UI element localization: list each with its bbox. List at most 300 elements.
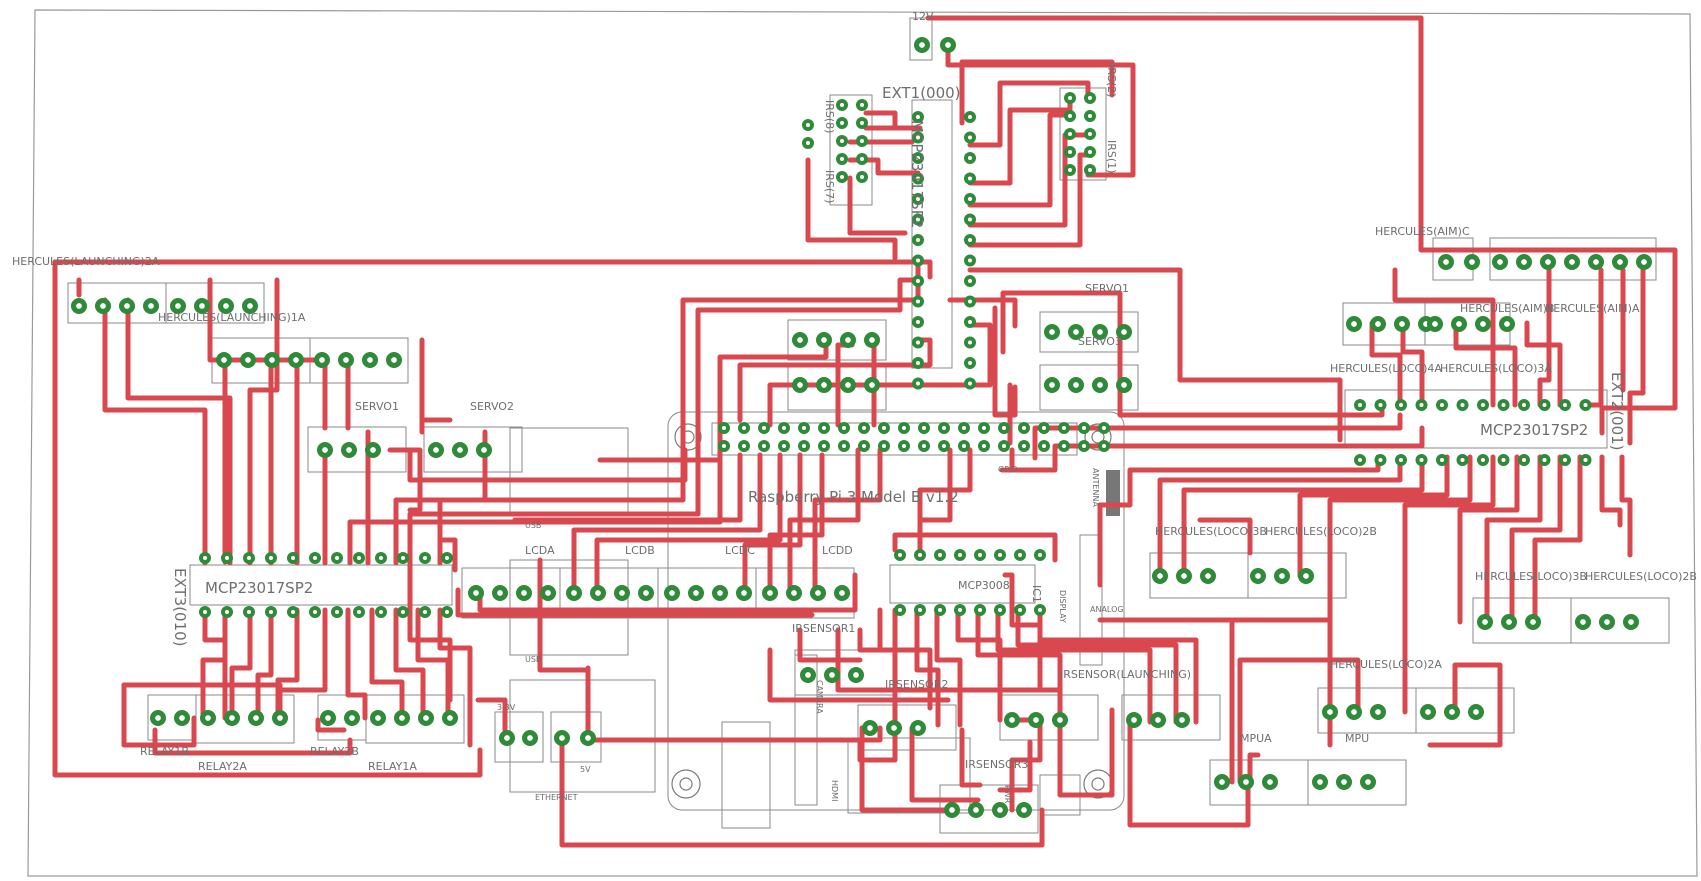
pad: [353, 552, 365, 564]
pad: [964, 132, 976, 144]
pad: [386, 352, 402, 368]
pad: [1016, 802, 1032, 818]
pad: [738, 422, 750, 434]
pad: [792, 332, 808, 348]
pad: [419, 552, 431, 564]
pad: [998, 422, 1010, 434]
pad: [912, 255, 924, 267]
label-ext1: EXT1(000): [882, 84, 961, 102]
pad: [95, 298, 111, 314]
pad: [1354, 399, 1366, 411]
pad: [938, 440, 950, 452]
pad: [836, 99, 848, 111]
pad: [1064, 110, 1076, 122]
pad: [838, 422, 850, 434]
pad: [762, 585, 778, 601]
pad: [1475, 316, 1491, 332]
pad: [1501, 614, 1517, 630]
pad: [994, 604, 1006, 616]
pad: [964, 296, 976, 308]
pad: [344, 710, 360, 726]
pad: [1564, 254, 1580, 270]
label-hercules-aim-c: HERCULES(AIM)C: [1375, 225, 1470, 238]
pad: [712, 585, 728, 601]
pad: [738, 440, 750, 452]
pad: [1477, 614, 1493, 630]
label-ext3: EXT3(010): [171, 568, 189, 647]
label-servo1-left: SERVO1: [355, 400, 399, 413]
pad: [1457, 399, 1469, 411]
pad: [221, 552, 233, 564]
label-relay1b: RELAY1B: [140, 745, 189, 758]
pad: [1395, 454, 1407, 466]
pad: [566, 585, 582, 601]
pad: [1370, 316, 1386, 332]
label-gpio: GPIO: [998, 465, 1018, 474]
label-servo2-left: SERVO2: [470, 400, 514, 413]
pad: [265, 606, 277, 618]
pad: [1539, 399, 1551, 411]
pad: [314, 352, 330, 368]
label-hercules-aim-b: HERCULES(AIM)B: [1460, 302, 1555, 315]
pad: [370, 710, 386, 726]
pad: [441, 552, 453, 564]
label-mcp3008: MCP3008: [958, 579, 1010, 592]
pad: [1068, 377, 1084, 393]
pad: [958, 440, 970, 452]
pad: [964, 337, 976, 349]
pad: [1580, 454, 1592, 466]
pad: [792, 377, 808, 393]
pad: [1599, 614, 1615, 630]
pad: [1636, 254, 1652, 270]
pad: [1150, 712, 1166, 728]
label-ext2: EXT2(001): [1608, 372, 1626, 451]
pad: [1078, 422, 1090, 434]
pad: [964, 275, 976, 287]
pad: [1028, 712, 1044, 728]
pad: [1176, 568, 1192, 584]
label-mcp-left: MCP23017SP2: [205, 579, 314, 597]
pad: [934, 549, 946, 561]
label-relay2a: RELAY2A: [198, 760, 247, 773]
pad: [718, 440, 730, 452]
label-hercules-loco-3b-right: HERCULES(LOCO)3B: [1475, 570, 1587, 583]
pad: [858, 440, 870, 452]
label-irs7: IRS(7): [823, 170, 836, 204]
pad: [878, 422, 890, 434]
pad: [1084, 146, 1096, 158]
pad: [1444, 704, 1460, 720]
pad: [938, 422, 950, 434]
pad: [1084, 92, 1096, 104]
label-mcp-top: MCP23017SP2: [908, 120, 926, 229]
pad: [818, 422, 830, 434]
pad: [964, 357, 976, 369]
pad: [199, 606, 211, 618]
pad: [419, 606, 431, 618]
pad: [1559, 454, 1571, 466]
pad: [200, 710, 216, 726]
label-hdmi: HDMI: [830, 780, 839, 802]
pad: [1044, 377, 1060, 393]
pad: [397, 606, 409, 618]
label-hercules-loco-4a: HERCULES(LOCO)4A: [1330, 362, 1442, 375]
pad: [452, 442, 468, 458]
pad: [910, 720, 926, 736]
pad: [836, 171, 848, 183]
pad: [1098, 440, 1110, 452]
pad: [1004, 712, 1020, 728]
pad: [968, 802, 984, 818]
pad: [718, 422, 730, 434]
label-mcp-right: MCP23017SP2: [1480, 421, 1589, 439]
label-irsensor3: IRSENSOR3: [965, 758, 1029, 771]
pad: [309, 606, 321, 618]
pad: [240, 352, 256, 368]
label-12v: 12V: [912, 10, 934, 23]
pad: [834, 585, 850, 601]
pad: [786, 585, 802, 601]
pad: [516, 585, 532, 601]
pad: [778, 440, 790, 452]
pad: [1492, 254, 1508, 270]
pad: [397, 552, 409, 564]
pad: [1451, 316, 1467, 332]
pad: [1559, 399, 1571, 411]
pad: [554, 730, 570, 746]
pad: [856, 171, 868, 183]
pad: [964, 316, 976, 328]
pad: [918, 440, 930, 452]
pad: [1518, 454, 1530, 466]
pad: [836, 153, 848, 165]
pad: [964, 378, 976, 390]
pad: [1058, 440, 1070, 452]
pad: [614, 585, 630, 601]
pad: [934, 604, 946, 616]
label-mpu-a: MPUA: [1240, 732, 1272, 745]
pad: [1238, 774, 1254, 790]
pad: [540, 585, 556, 601]
pad: [353, 606, 365, 618]
pad: [1250, 568, 1266, 584]
pad: [856, 153, 868, 165]
pad: [840, 332, 856, 348]
pad: [914, 604, 926, 616]
label-hercules-aim-a: HERCULES(AIM)A: [1545, 302, 1640, 315]
pad: [331, 552, 343, 564]
label-hercules-launch-1a: HERCULES(LAUNCHING)1A: [158, 311, 306, 324]
pad: [864, 332, 880, 348]
pad: [492, 585, 508, 601]
pad: [824, 667, 840, 683]
pad: [1018, 422, 1030, 434]
pad: [688, 585, 704, 601]
pad: [221, 606, 233, 618]
pad: [964, 173, 976, 185]
label-servo3: SERVO3: [1078, 335, 1122, 348]
pad: [818, 440, 830, 452]
pad: [1312, 774, 1328, 790]
label-hercules-loco-2a: HERCULES(LOCO)2A: [1330, 658, 1442, 671]
pad: [1438, 254, 1454, 270]
label-irs2: IRS(2): [1105, 64, 1118, 98]
pad: [1126, 712, 1142, 728]
pad: [375, 552, 387, 564]
label-hercules-launch-2a: HERCULES(LAUNCHING)2A: [12, 255, 160, 268]
pad: [1518, 399, 1530, 411]
label-lcda: LCDA: [525, 544, 555, 557]
pad: [243, 606, 255, 618]
pad: [1575, 614, 1591, 630]
label-mpu-b: MPU: [1345, 732, 1370, 745]
pad: [243, 552, 255, 564]
label-analog: ANALOG: [1090, 605, 1124, 614]
pad: [1014, 549, 1026, 561]
pad: [174, 710, 190, 726]
pad: [974, 549, 986, 561]
pad: [1394, 316, 1410, 332]
label-irsensor-launch: IRSENSOR(LAUNCHING): [1060, 668, 1192, 681]
pad: [912, 357, 924, 369]
label-pwr: PWR: [1003, 785, 1012, 804]
pad: [375, 606, 387, 618]
label-ic1: IC1: [1030, 585, 1043, 603]
pad: [964, 255, 976, 267]
pad: [1092, 377, 1108, 393]
pad: [994, 549, 1006, 561]
pad: [758, 440, 770, 452]
label-relay2b: RELAY2B: [310, 745, 359, 758]
pad: [802, 137, 814, 149]
pad: [954, 604, 966, 616]
pad: [1084, 164, 1096, 176]
pad: [288, 352, 304, 368]
pad: [1038, 440, 1050, 452]
pad: [1116, 377, 1132, 393]
pad: [898, 440, 910, 452]
pad: [858, 422, 870, 434]
pad: [1014, 604, 1026, 616]
label-hercules-loco-3b: HERCULES(LOCO)3B: [1155, 525, 1267, 538]
pad: [1262, 774, 1278, 790]
pad: [468, 585, 484, 601]
pad: [1477, 399, 1489, 411]
label-antenna: ANTENNA: [1091, 468, 1100, 507]
pad: [964, 193, 976, 205]
pad: [1298, 568, 1314, 584]
pad: [1420, 704, 1436, 720]
pad: [1274, 568, 1290, 584]
label-hercules-loco-3a: HERCULES(LOCO)3A: [1440, 362, 1552, 375]
label-ethernet: ETHERNET: [535, 793, 578, 802]
pad: [838, 440, 850, 452]
pad: [1084, 128, 1096, 140]
pad: [1078, 440, 1090, 452]
label-irsensor2: IRSENSOR2: [885, 678, 949, 691]
pad: [499, 730, 515, 746]
pad: [1375, 399, 1387, 411]
pad: [878, 440, 890, 452]
pad: [810, 585, 826, 601]
label-pi-model: Raspberry Pi 3 Model B v1.2: [748, 488, 959, 506]
pad: [736, 585, 752, 601]
pad: [1058, 422, 1070, 434]
pad: [912, 378, 924, 390]
pad: [1354, 454, 1366, 466]
pad: [1152, 568, 1168, 584]
pad: [964, 152, 976, 164]
pad: [265, 552, 277, 564]
pad: [418, 710, 434, 726]
pad: [800, 667, 816, 683]
pad: [856, 117, 868, 129]
pad: [798, 422, 810, 434]
pad: [1098, 422, 1110, 434]
pad: [958, 422, 970, 434]
pad: [199, 552, 211, 564]
pad: [978, 440, 990, 452]
pad: [1477, 454, 1489, 466]
pad: [150, 710, 166, 726]
pad: [119, 298, 135, 314]
pad: [224, 710, 240, 726]
pad: [338, 352, 354, 368]
pad: [1375, 454, 1387, 466]
pad: [441, 606, 453, 618]
pad: [365, 442, 381, 458]
pad: [758, 422, 770, 434]
pad: [974, 604, 986, 616]
label-lcdc: LCDC: [725, 544, 755, 557]
pad: [978, 422, 990, 434]
label-lcdd: LCDD: [822, 544, 853, 557]
pad: [1580, 399, 1592, 411]
label-irs1: IRS(1): [1105, 140, 1118, 174]
pad: [816, 332, 832, 348]
pad: [287, 552, 299, 564]
pad: [1360, 774, 1376, 790]
pad: [964, 111, 976, 123]
pad: [912, 337, 924, 349]
pad: [1499, 316, 1515, 332]
pad: [1525, 614, 1541, 630]
pad: [1052, 712, 1068, 728]
pad: [1540, 254, 1556, 270]
pad: [580, 730, 596, 746]
pad: [1064, 164, 1076, 176]
pad: [816, 377, 832, 393]
pad: [1468, 704, 1484, 720]
pad: [886, 720, 902, 736]
label-servo1-top: SERVO1: [1085, 282, 1129, 295]
pad: [912, 234, 924, 246]
pad: [1174, 712, 1190, 728]
pad: [778, 422, 790, 434]
pad: [1346, 704, 1362, 720]
pad: [848, 667, 864, 683]
pad: [1623, 614, 1639, 630]
label-usb2: USB: [525, 655, 542, 664]
pad: [1038, 422, 1050, 434]
pad: [856, 99, 868, 111]
pad: [1436, 454, 1448, 466]
pad: [1064, 92, 1076, 104]
pad: [964, 214, 976, 226]
pad: [272, 710, 288, 726]
pad: [1498, 454, 1510, 466]
pad: [1612, 254, 1628, 270]
pad: [1416, 399, 1428, 411]
label-5v: 5V: [580, 765, 591, 774]
label-display: DISPLAY: [1058, 590, 1067, 623]
pad: [590, 585, 606, 601]
pad: [898, 422, 910, 434]
pad: [216, 352, 232, 368]
pad: [940, 37, 956, 53]
pad: [836, 117, 848, 129]
pad: [1044, 324, 1060, 340]
pad: [864, 377, 880, 393]
pad: [1322, 704, 1338, 720]
pad: [442, 710, 458, 726]
label-irs8: IRS(8): [823, 100, 836, 134]
label-lcdb: LCDB: [625, 544, 655, 557]
pad: [1346, 316, 1362, 332]
pad: [1336, 774, 1352, 790]
pad: [836, 135, 848, 147]
pad: [317, 442, 333, 458]
label-usb1: USB: [525, 521, 542, 530]
pad: [638, 585, 654, 601]
label-relay1a: RELAY1A: [368, 760, 417, 773]
pad: [1370, 704, 1386, 720]
pad: [802, 119, 814, 131]
pad: [362, 352, 378, 368]
pad: [143, 298, 159, 314]
pad: [914, 37, 930, 53]
pad: [862, 720, 878, 736]
pad: [287, 606, 299, 618]
pad: [331, 606, 343, 618]
pad: [1018, 440, 1030, 452]
pad: [1416, 454, 1428, 466]
pad: [1214, 774, 1230, 790]
label-irsensor1: IRSENSOR1: [792, 622, 856, 635]
pad: [912, 316, 924, 328]
pad: [1395, 399, 1407, 411]
pad: [522, 730, 538, 746]
label-3v3: 3.3V: [497, 703, 516, 712]
pad: [664, 585, 680, 601]
pad: [264, 352, 280, 368]
pad: [912, 296, 924, 308]
pad: [476, 442, 492, 458]
pad: [1064, 146, 1076, 158]
pad: [394, 710, 410, 726]
pad: [912, 275, 924, 287]
pad: [1516, 254, 1532, 270]
pad: [428, 442, 444, 458]
pad: [944, 802, 960, 818]
pad: [840, 377, 856, 393]
pad: [1457, 454, 1469, 466]
pad: [248, 710, 264, 726]
pad: [1588, 254, 1604, 270]
pad: [71, 298, 87, 314]
pad: [998, 440, 1010, 452]
